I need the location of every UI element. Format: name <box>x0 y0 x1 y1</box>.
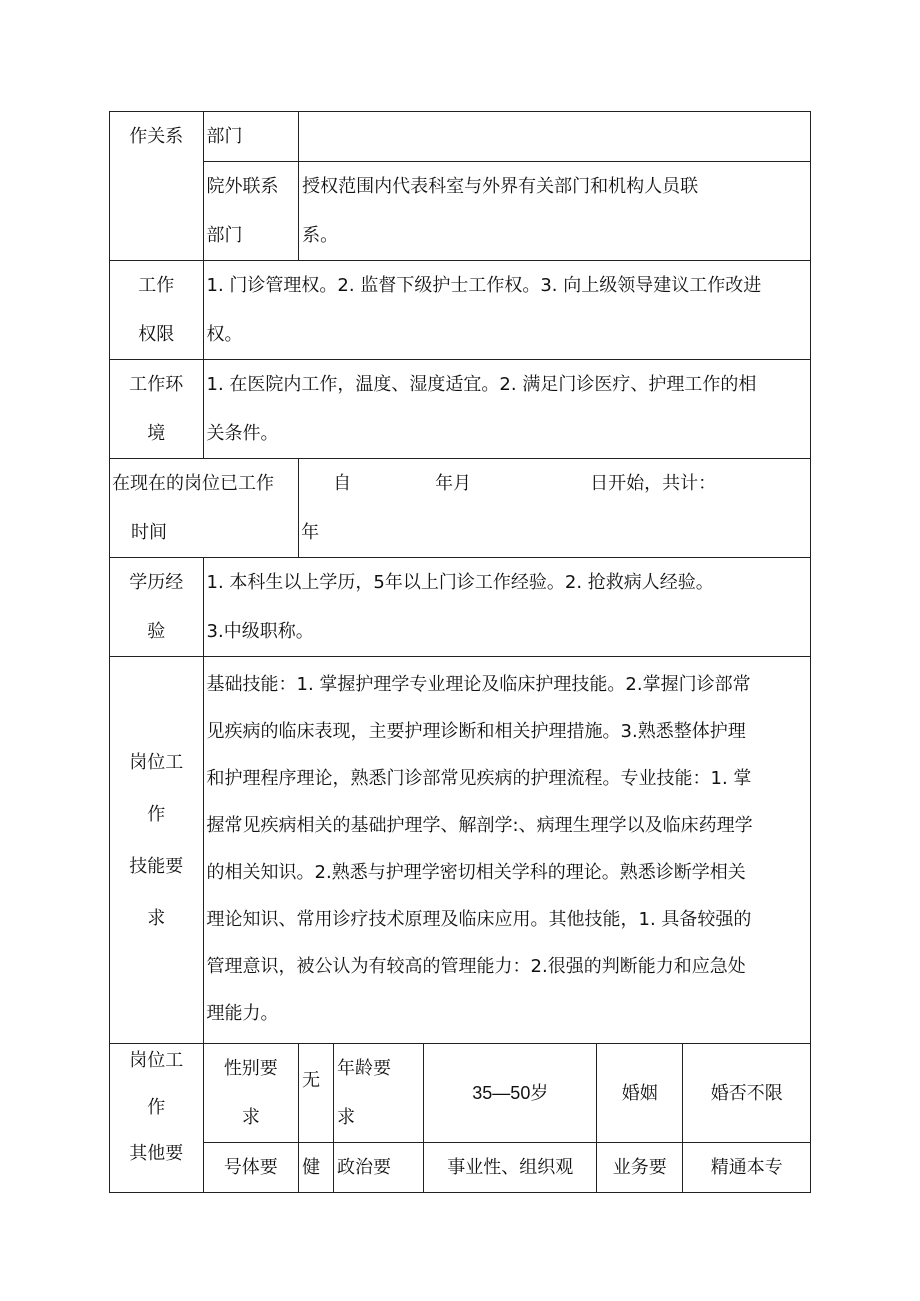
tenure-day-start: 日开始，共计： <box>590 473 717 494</box>
politics-label: 政治要 <box>337 1157 392 1178</box>
tenure-label-1: 在现在的岗位已工作 <box>112 473 274 494</box>
authority-value-1: 1. 门诊管理权。2. 监督下级护士工作权。3. 向上级领导建议工作改进 <box>206 275 762 296</box>
education-label-cell <box>110 558 204 657</box>
outer-dept-label-cell <box>203 162 299 261</box>
skills-label-3: 技能要 <box>129 856 184 877</box>
gender-value-cell <box>299 1044 334 1143</box>
environment-value-2: 关条件。 <box>206 423 279 444</box>
gender-label-2: 求 <box>241 1107 260 1128</box>
education-label-2: 验 <box>147 621 166 642</box>
marriage-label: 婚姻 <box>621 1082 658 1104</box>
politics-label-cell <box>334 1143 424 1193</box>
body-label-cell <box>203 1143 299 1193</box>
marriage-label-cell <box>597 1044 683 1143</box>
skills-line: 理论知识、常用诊疗技术原理及临床应用。其他技能，1. 具备较强的 <box>206 909 752 930</box>
politics-value: 事业性、组织观 <box>447 1157 574 1178</box>
work-relations-label-cell <box>110 112 204 261</box>
authority-value-2: 权。 <box>206 324 243 345</box>
skills-label-4: 求 <box>147 908 166 929</box>
skills-line: 和护理程序理论，熟悉门诊部常见疾病的护理流程。专业技能：1. 掌 <box>206 768 752 789</box>
education-row <box>110 558 811 657</box>
environment-value-cell <box>203 360 810 459</box>
tenure-label-2: 时间 <box>131 522 167 543</box>
tenure-value-cell <box>299 459 811 558</box>
tenure-label-cell <box>110 459 299 558</box>
outer-dept-value-cell <box>299 162 811 261</box>
job-description-table <box>109 111 811 1193</box>
gender-label-cell <box>203 1044 299 1143</box>
body-value: 健 <box>302 1157 321 1178</box>
tenure-row <box>110 459 811 558</box>
other-label-2: 作 <box>147 1097 166 1118</box>
business-value: 精通本专 <box>710 1157 783 1178</box>
outer-dept-label-1: 院外联系 <box>206 176 279 197</box>
other-row-2 <box>110 1143 811 1193</box>
business-label: 业务要 <box>612 1157 667 1178</box>
tenure-years: 年 <box>301 522 320 543</box>
work-relations-row-inner <box>110 112 811 162</box>
body-value-cell <box>299 1143 334 1193</box>
authority-label-1: 工作 <box>138 275 175 296</box>
work-relations-row-outer <box>110 162 811 261</box>
age-label-1: 年龄要 <box>337 1058 392 1079</box>
gender-label-1: 性别要 <box>223 1058 278 1079</box>
environment-label-2: 境 <box>147 423 166 444</box>
business-value-cell <box>683 1143 811 1193</box>
other-label-1: 岗位工 <box>129 1050 184 1071</box>
environment-value-1: 1. 在医院内工作，温度、湿度适宜。2. 满足门诊医疗、护理工作的相 <box>206 374 757 395</box>
skills-line: 理能力。 <box>206 1003 279 1024</box>
other-row-1 <box>110 1044 811 1143</box>
skills-line: 管理意识，被公认为有较高的管理能力：2.很强的判断能力和应急处 <box>206 956 746 977</box>
outer-dept-value-2: 系。 <box>302 225 339 246</box>
skills-line: 的相关知识。2.熟悉与护理学密切相关学科的理论。熟悉诊断学相关 <box>206 862 746 883</box>
skills-label-cell <box>110 657 204 1044</box>
skills-row <box>110 657 811 1044</box>
skills-line: 见疾病的临床表现，主要护理诊断和相关护理措施。3.熟悉整体护理 <box>206 721 746 742</box>
age-value: 35—50岁 <box>472 1082 549 1103</box>
skills-label-2: 作 <box>147 804 166 825</box>
inner-dept-label-cell <box>203 112 299 162</box>
outer-dept-value-1: 授权范围内代表科室与外界有关部门和机构人员联 <box>302 176 699 197</box>
tenure-year-month: 年月 <box>435 473 472 494</box>
skills-line: 握常见疾病相关的基础护理学、解剖学:、病理生理学以及临床药理学 <box>206 815 753 836</box>
education-value-1: 1. 本科生以上学历，5年以上门诊工作经验。2. 抢救病人经验。 <box>206 572 714 593</box>
education-value-cell <box>203 558 810 657</box>
work-relations-label: 作关系 <box>129 126 184 147</box>
authority-label-cell <box>110 261 204 360</box>
marriage-value-cell <box>683 1044 811 1143</box>
age-value-cell <box>424 1044 597 1143</box>
authority-label-2: 权限 <box>138 324 175 345</box>
age-label-cell <box>334 1044 424 1143</box>
skills-line: 基础技能：1. 掌握护理学专业理论及临床护理技能。2.掌握门诊部常 <box>206 674 751 695</box>
other-label-cell <box>110 1044 204 1193</box>
authority-row <box>110 261 811 360</box>
environment-label-1: 工作环 <box>129 374 184 395</box>
environment-label-cell <box>110 360 204 459</box>
marriage-value: 婚否不限 <box>710 1082 783 1104</box>
inner-dept-label: 部门 <box>206 126 243 147</box>
business-label-cell <box>597 1143 683 1193</box>
outer-dept-label-2: 部门 <box>206 225 243 246</box>
education-label-1: 学历经 <box>129 572 184 593</box>
gender-value: 无 <box>302 1070 321 1091</box>
politics-value-cell <box>424 1143 597 1193</box>
inner-dept-value-cell <box>299 112 811 162</box>
authority-value-cell <box>203 261 810 360</box>
environment-row <box>110 360 811 459</box>
age-label-2: 求 <box>337 1107 356 1128</box>
skills-value-cell <box>203 657 810 1044</box>
education-value-2: 3.中级职称。 <box>206 621 314 642</box>
other-label-3: 其他要 <box>129 1143 184 1164</box>
skills-label-1: 岗位工 <box>129 752 184 773</box>
body-label: 号体要 <box>223 1157 278 1178</box>
tenure-from: 自 <box>333 473 352 494</box>
